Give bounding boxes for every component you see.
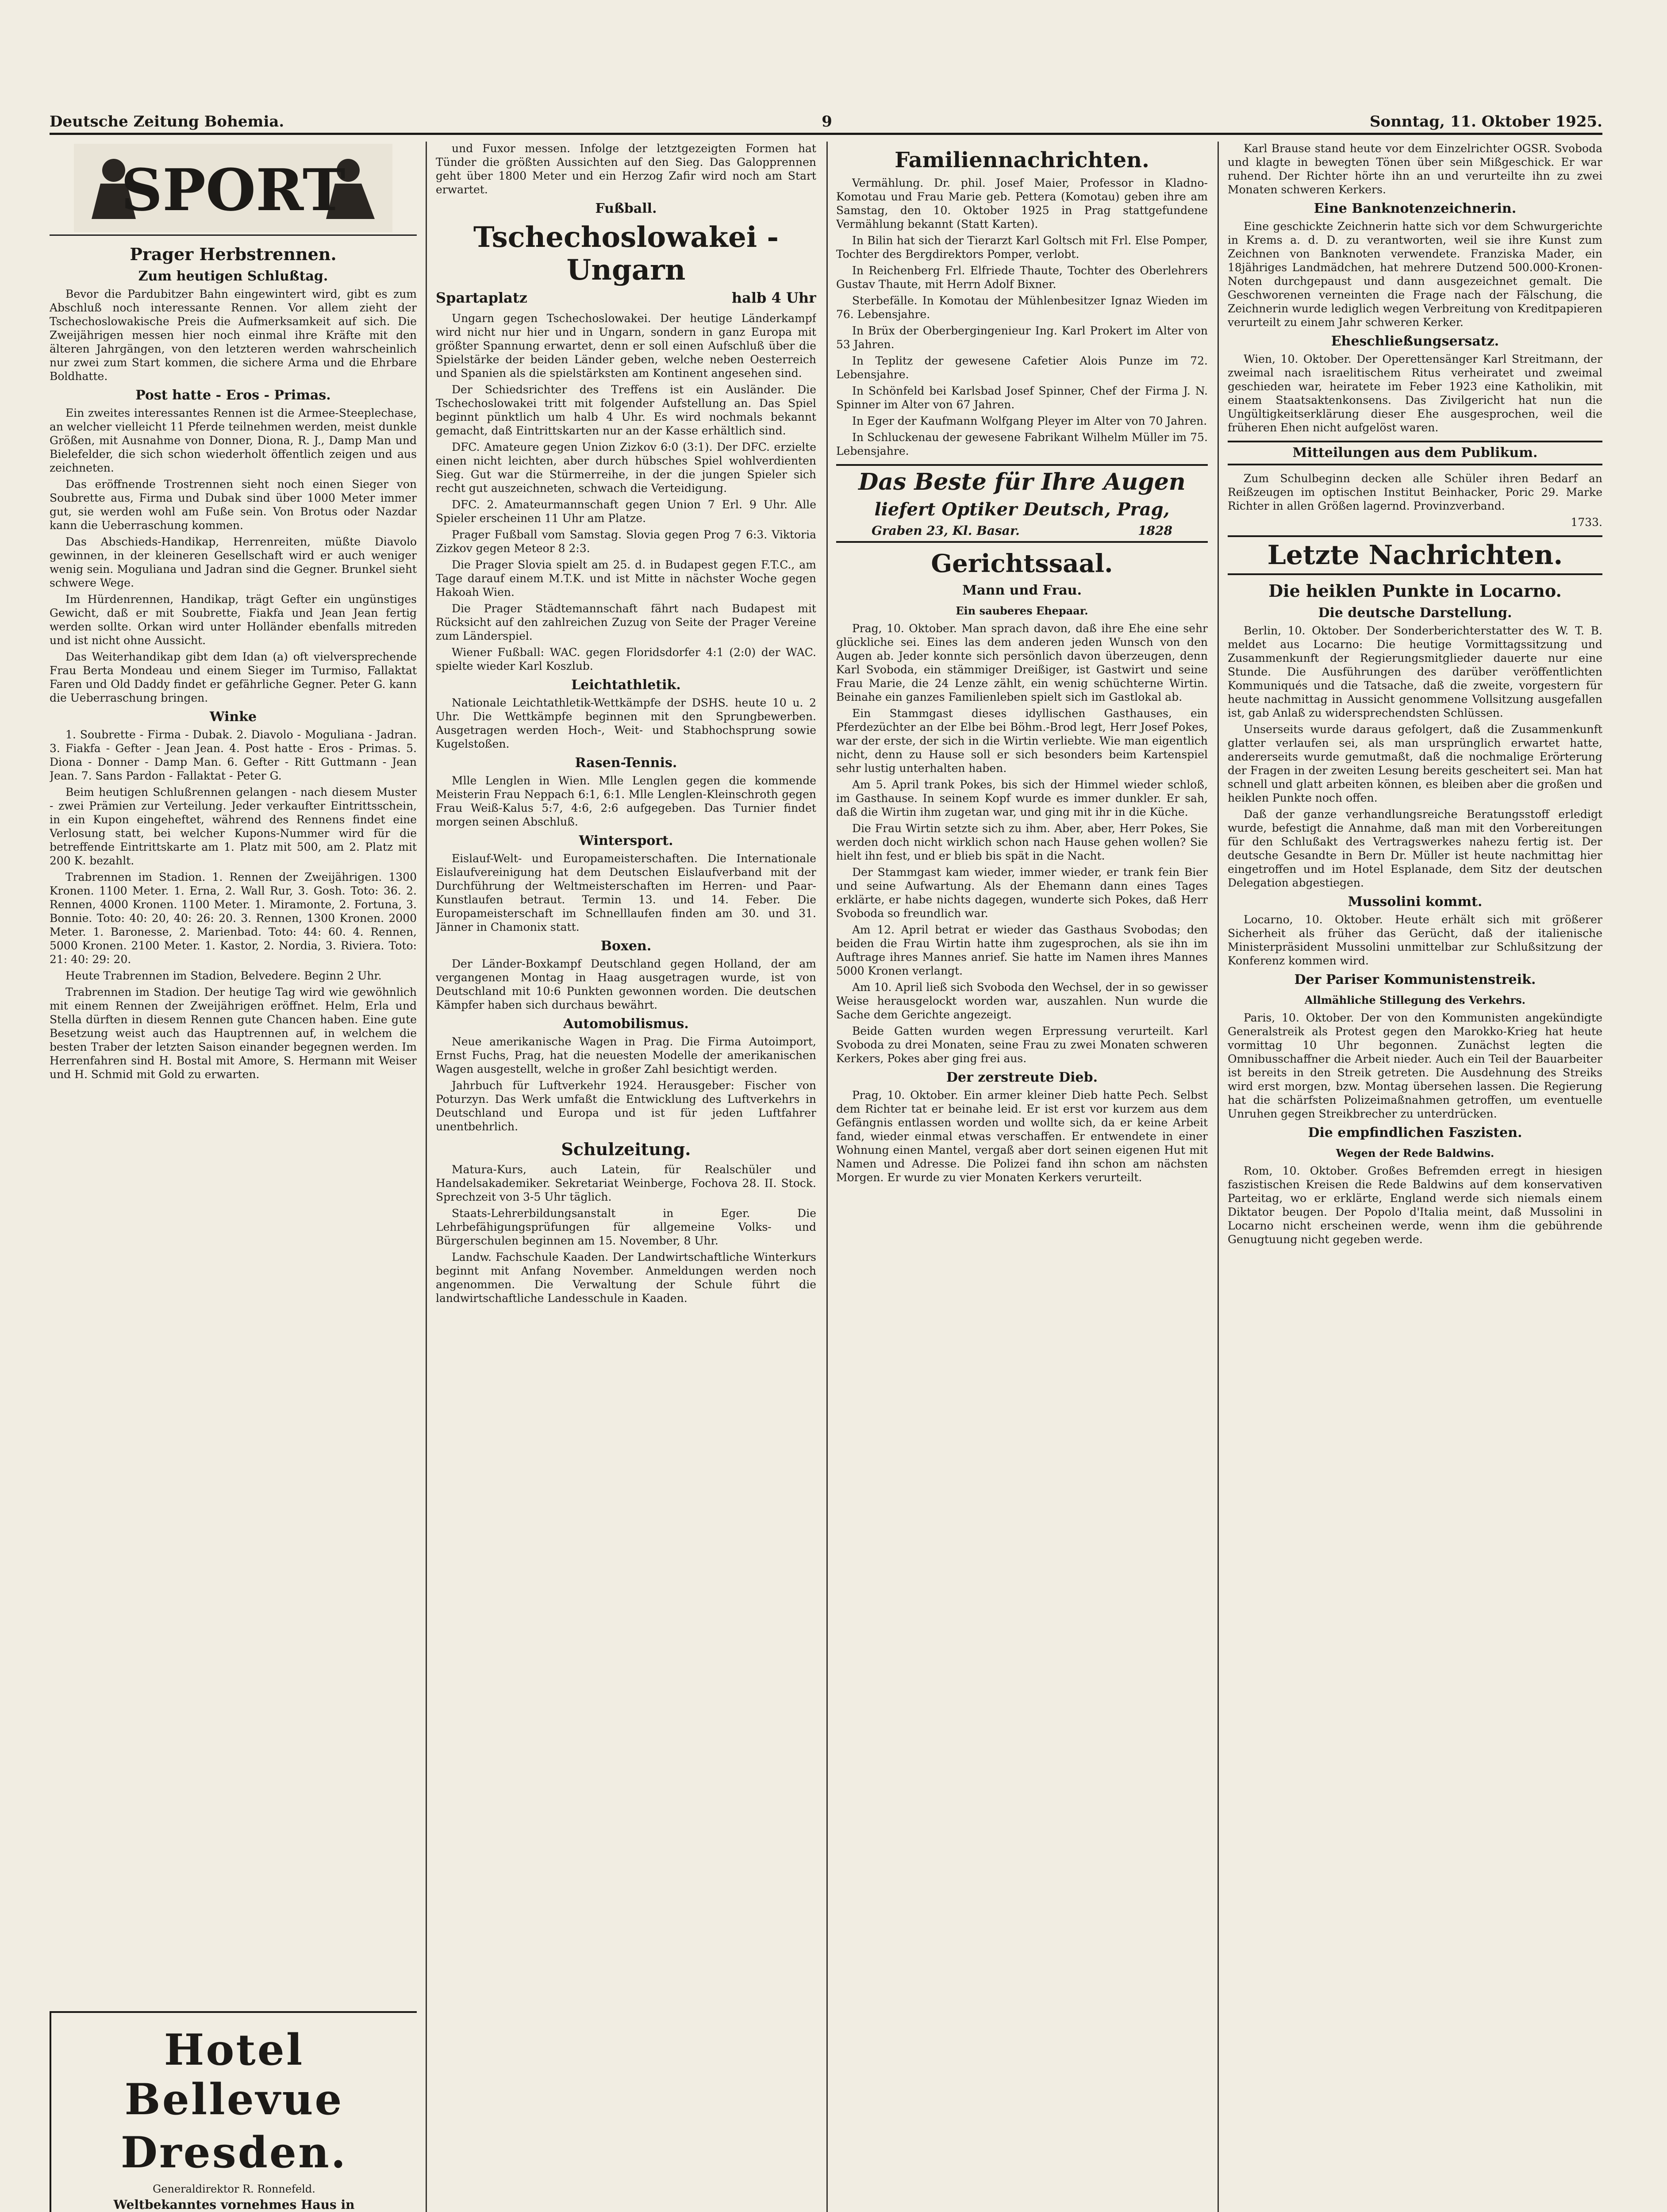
paragraph: Zum Schulbeginn decken alle Schüler ihren Bedarf an Reißzeugen im optischen Institut Beinhacker, Poric 29. Marke Richter in allen Größen lagernd. Provinzverband. <box>1228 472 1602 512</box>
paragraph: Der Schiedsrichter des Treffens ist ein Ausländer. Die Tschechoslowakei tritt mit folgender Aufstellung an. Das Spiel beginnt pünktlich um halb 4 Uhr. Es wird nochmals bekannt gemacht, daß Eintrittskarten nur an der Kasse erhältlich sind. <box>436 383 816 437</box>
tips-list: 1. Soubrette - Firma - Dubak. 2. Diavolo - Moguliana - Jadran. 3. Fiakfa - Gefter - Jean Jean. 4. Post hatte - Eros - Primas. 5. Diona - Donner - Damp Man. 6. Gefter - Ritt Guttmann - Jean Jean. 7. Sans Pardon - Fallaktat - Peter G. <box>50 728 417 782</box>
column-4 <box>1228 142 1602 2212</box>
paragraph: Am 5. April trank Pokes, bis sich der Himmel wieder schloß, im Gasthause. In seinem Kopf wurde es immer dunkler. Er sah, daß die Wirtin ihm zugetan war, und ging mit ihr in die Küche. <box>836 778 1208 818</box>
section-letzte-nachrichten: Letzte Nachrichten. <box>1267 540 1563 571</box>
paragraph: Im Hürdenrennen, Handikap, trägt Gefter ein ungünstiges Gewicht, daß er mit Soubrette, Fiakfa und Jean Jean fertig werden sollte. Orkan wird unter Holländer ebenfalls mitreden und ist nicht ohne Aussicht. <box>50 593 417 647</box>
column-2 <box>436 142 816 2212</box>
match-venue: Spartaplatz <box>436 289 527 306</box>
paris-title: Der Pariser Kommunistenstreik. <box>1294 972 1536 987</box>
paragraph: Das Weiterhandikap gibt dem Idan (a) oft vielversprechende Frau Berta Mondeau und einem Sieger im Turmiso, Fallaktat Faren und Old Daddy findet er gefährliche Gegner. Peter G. kann die Ueberraschung bringen. <box>50 650 417 704</box>
optiker-deutsch-ad <box>836 464 1208 543</box>
hotel-name: Hotel Bellevue <box>124 2025 344 2124</box>
court-title: Mann und Frau. <box>962 583 1082 598</box>
marriage-title: Eheschließungsersatz. <box>1331 334 1499 349</box>
locarno-title: Die heiklen Punkte in Locarno. <box>1268 581 1562 601</box>
paragraph: Eine geschickte Zeichnerin hatte sich vor dem Schwurgerichte in Krems a. d. D. zu verantworten, weil sie ihre Kunst zum Zeichnen von Banknoten verwendete. Franziska Mader, ein 18jähriges Landmädchen, hat mehrere Dutzend 500.000-Kronen-Noten durchgepaust und dann ausgezeichnet gemalt. Die Geschworenen verneinten die Frage nach der Fälschung, die Zeichnerin wurde lediglich wegen Verbreitung von Kreditpapieren verurteilt zu einem Jahr schweren Kerker. <box>1228 220 1602 329</box>
tips-heading: Winke <box>209 709 257 725</box>
section-wintersport: Wintersport. <box>579 833 673 849</box>
header-rule <box>50 133 1602 135</box>
paragraph: Jahrbuch für Luftverkehr 1924. Herausgeber: Fischer von Poturzyn. Das Werk umfaßt die Entwicklung des Luftverkehrs in Deutschland und Europa und ist für jeden Luftfahrer unentbehrlich. <box>436 1079 816 1133</box>
paragraph: Eislauf-Welt- und Europameisterschaften. Die Internationale Eislaufvereinigung hat dem Deutschen Eislaufverband mit der Durchführung der Weltmeisterschaften im Herren- und Paar-Kunstlaufen betraut. Termin 13. und 14. Feber. Die Europameisterschaft im Schnelllaufen finden am 30. und 31. Jänner in Chamonix statt. <box>436 852 816 933</box>
column-divider <box>1218 142 1219 2212</box>
paragraph: Die Prager Städtemannschaft fährt nach Budapest mit Rücksicht auf den zahlreichen Zuzug von Seite der Prager Vereine zum Länderspiel. <box>436 602 816 642</box>
paragraph: Am 10. April ließ sich Svoboda den Wechsel, der in so gewisser Weise herausgelockt worden war, auszahlen. Nun wurde die Sache dem Gerichte angezeigt. <box>836 981 1208 1021</box>
optiker-line3: Graben 23, Kl. Basar. <box>872 523 1020 538</box>
paragraph: Locarno, 10. Oktober. Heute erhält sich mit größerer Sicherheit als früher das Gerücht, daß der italienische Ministerpräsident Mussolini unmittelbar zur Schlußsitzung der Konferenz kommen wird. <box>1228 913 1602 967</box>
paragraph: Ungarn gegen Tschechoslowakei. Der heutige Länderkampf wird nicht nur hier und in Ungarn, sondern in ganz Europa mit größter Spannung erwartet, denn er soll einen Aufschluß über die Spielstärke der beiden Länder geben, welche neben Oesterreich und Spanien als die spielstärksten am Kontinent angesehen sind. <box>436 312 816 380</box>
section-schulzeitung: Schulzeitung. <box>561 1139 691 1159</box>
header-right: Sonntag, 11. Oktober 1925. <box>1369 113 1602 131</box>
bank-title: Eine Banknotenzeichnerin. <box>1314 201 1517 216</box>
section-boxen: Boxen. <box>600 938 652 954</box>
court-subtitle: Ein sauberes Ehepaar. <box>956 604 1088 617</box>
column-1 <box>50 142 417 2212</box>
paragraph: Beim heutigen Schlußrennen gelangen - nach diesem Muster - zwei Prämien zur Verteilung. Jeder verkaufter Eintrittsschein, in ein Kupon eingeheftet, während des Rennens findet eine Verlosung statt, bei welcher Kupons-Nummer wird für die betreffende Eintrittskarte am 1. Platz mit 500, am 2. Platz mit 200 K. bezahlt. <box>50 786 417 867</box>
paragraph: Vermählung. Dr. phil. Josef Maier, Professor in Kladno-Komotau und Frau Marie geb. Pettera (Komotau) geben ihre am Samstag, den 10. Oktober 1925 in Prag stattgefundene Vermählung bekannt (Statt Karten). <box>836 177 1208 230</box>
paragraph: Wien, 10. Oktober. Der Operettensänger Karl Streitmann, der zweimal nach israelitischem Ritus verheiratet und zweimal geschieden war, heiratete im Feber 1923 eine Katholikin, mit einem Staatsaktenkonsens. Das Zivilgericht hat nun die Ungültigkeitserklärung dieser Ehe ausgesprochen, weil die früheren Ehen nicht aufgelöst waren. <box>1228 353 1602 434</box>
paragraph: Mlle Lenglen in Wien. Mlle Lenglen gegen die kommende Meisterin Frau Neppach 6:1, 6:1. Mlle Lenglen-Kleinschroth gegen Frau Weiß-Kalus 5:7, 4:6, 2:6 aufgegeben. Das Turnier findet morgen seinen Abschluß. <box>436 774 816 828</box>
column-divider <box>426 142 427 2212</box>
paragraph: Trabrennen im Stadion. 1. Rennen der Zweijährigen. 1300 Kronen. 1100 Meter. 1. Erna, 2. Wall Rur, 3. Gosh. Toto: 36. 2. Rennen, 4000 Kronen. 1100 Meter. 1. Miramonte, 2. Fortuna, 3. Bonnie. Toto: 40: 20, 40: 26: 20. 3. Rennen, 1300 Kronen. 2000 Meter. 1. Baronesse, 2. Marienbad. Toto: 44: 60. 4. Rennen, 5000 Kronen. 2100 Meter. 1. Kastor, 2. Nordia, 3. Riviera. Toto: 21: 40: 29: 20. <box>50 871 417 966</box>
column-3 <box>836 142 1208 2212</box>
paragraph: Das Abschieds-Handikap, Herrenreiten, müßte Diavolo gewinnen, in der kleineren Gesellschaft wird er auch weniger wenig sein. Moguliana und Jadran sind die Gegner. Brunkel sieht schwere Wege. <box>50 535 417 589</box>
paragraph: Staats-Lehrerbildungsanstalt in Eger. Die Lehrbefähigungsprüfungen für allgemeine Volks- und Bürgerschulen beginnen am 15. November, 8 Uhr. <box>436 1207 816 1247</box>
paris-subtitle: Allmähliche Stillegung des Verkehrs. <box>1304 994 1526 1006</box>
paragraph: Sterbefälle. In Komotau der Mühlenbesitzer Ignaz Wieden im 76. Lebensjahre. <box>836 294 1208 321</box>
paragraph: Die Prager Slovia spielt am 25. d. in Budapest gegen F.T.C., am Tage darauf einem M.T.K. und ist Mitte in nächster Woche gegen Hakoah Wien. <box>436 558 816 599</box>
section-leichtathletik: Leichtathletik. <box>571 677 681 693</box>
header-left: Deutsche Zeitung Bohemia. <box>50 113 284 131</box>
mussolini-title: Mussolini kommt. <box>1348 894 1483 910</box>
optiker-line1: Das Beste für Ihre Augen <box>858 469 1186 495</box>
paragraph: Das eröffnende Trostrennen sieht noch einen Sieger von Soubrette aus, Firma und Dubak sind über 1000 Meter immer gut, sie werden wohl am Fuße sein. Von Brotus oder Nazdar kann die Ueberraschung kommen. <box>50 478 417 532</box>
paragraph: In Schluckenau der gewesene Fabrikant Wilhelm Müller im 75. Lebensjahre. <box>836 431 1208 457</box>
paragraph: In Bilin hat sich der Tierarzt Karl Goltsch mit Frl. Else Pomper, Tochter des Bergdirektors Pomper, verlobt. <box>836 234 1208 261</box>
match-time: halb 4 Uhr <box>731 289 816 306</box>
hotel-city: Dresden. <box>120 2128 348 2177</box>
paragraph: In Reichenberg Frl. Elfriede Thaute, Tochter des Oberlehrers Gustav Thaute, mit Herrn Adolf Bixner. <box>836 264 1208 291</box>
section-familiennachrichten: Familiennachrichten. <box>895 148 1149 173</box>
column-divider <box>826 142 828 2212</box>
public-code: 1733. <box>1571 516 1602 529</box>
hotel-director: Generaldirektor R. Ronnefeld. <box>153 2183 315 2195</box>
section-tennis: Rasen-Tennis. <box>575 755 677 771</box>
paragraph: Neue amerikanische Wagen in Prag. Die Firma Autoimport, Ernst Fuchs, Prag, hat die neuesten Modelle der amerikanischen Wagen ausgestellt, welche in großer Zahl besichtigt werden. <box>436 1035 816 1075</box>
paragraph: Matura-Kurs, auch Latein, für Realschüler und Handelsakademiker. Sekretariat Weinberge, Fochova 28. II. Stock. Sprechzeit von 3-5 Uhr täglich. <box>436 1163 816 1203</box>
paragraph: Berlin, 10. Oktober. Der Sonderberichterstatter des W. T. B. meldet aus Locarno: Die heutige Vormittagssitzung und Zusammenkunft der Regierungsmitglieder dauerte nur eine Stunde. Die Ausführungen des darüber veröffentlichten Kommuniqués und die Tatsache, daß die zweite, vorgestern für heute nachmittag in Aussicht genommene Vollsitzung ausgefallen ist, gab Anlaß zu widersprechendsten Schlüssen. <box>1228 624 1602 719</box>
paragraph: Prager Fußball vom Samstag. Slovia gegen Prog 7 6:3. Viktoria Zizkov gegen Meteor 8 2:3. <box>436 528 816 555</box>
paragraph: DFC. Amateure gegen Union Zizkov 6:0 (3:1). Der DFC. erzielte einen nicht leichten, aber durch hübsches Spiel wohlverdienten Sieg. Gut war die Stürmerreihe, in der die jungen Spieler sich recht gut auszeichneten, schwach die Verteidigung. <box>436 441 816 495</box>
paragraph: Unserseits wurde daraus gefolgert, daß die Zusammenkunft glatter verlaufen sei, als man ursprünglich erwartet hatte, andererseits wurde gemutmaßt, daß die nochmalige Erörterung der Fragen in der zweiten Lesung bereits gescheitert sei. Man hat schnell und glatt arbeiten können, es bleiben aber die großen und heiklen Punkte noch offen. <box>1228 723 1602 804</box>
paragraph: Daß der ganze verhandlungsreiche Beratungsstoff erledigt wurde, befestigt die Annahme, daß man mit den Vorbereitungen für den Schlußakt des Vertragswerkes nahezu fertig ist. Der deutsche Gesandte in Bern Dr. Müller ist heute nachmittag hier eingetroffen und im Hotel Esplanade, dem Sitz der deutschen Delegation abgestiegen. <box>1228 808 1602 889</box>
paragraph: Der Länder-Boxkampf Deutschland gegen Holland, der am vergangenen Montag in Haag ausgetragen wurde, ist von Deutschland mit 10:6 Punkten gewonnen worden. Die deutschen Kämpfer haben sich durchaus bewährt. <box>436 957 816 1011</box>
section-fussball: Fußball. <box>595 201 657 216</box>
paragraph: Die Frau Wirtin setzte sich zu ihm. Aber, aber, Herr Pokes, Sie werden doch nicht wirklich schon nach Hause gehen wollen? Sie hielt ihn fest, und er blieb bis spät in die Nacht. <box>836 822 1208 862</box>
paragraph: Nationale Leichtathletik-Wettkämpfe der DSHS. heute 10 u. 2 Uhr. Die Wettkämpfe beginnen mit den Sprungbewerben. Ausgetragen werden Hoch-, Weit- und Stabhochsprung sowie Kugelstoßen. <box>436 696 816 750</box>
section-publikum: Mitteilungen aus dem Publikum. <box>1292 445 1538 461</box>
paragraph: Rom, 10. Oktober. Großes Befremden erregt in hiesigen faszistischen Kreisen die Rede Baldwins auf dem konservativen Parteitag, wo er erklärte, England werde sich niemals einem Diktator beugen. Der Popolo d'Italia meint, daß Mussolini in Locarno nicht erscheinen werde, wenn ihm die gebührende Genugtuung nicht gegeben werde. <box>1228 1164 1602 1246</box>
paragraph: Beide Gatten wurden wegen Erpressung verurteilt. Karl Svoboda zu drei Monaten, seine Frau zu zwei Monaten schweren Kerkers, Pokes aber ging frei aus. <box>836 1025 1208 1065</box>
article-subtitle-herbstrennen: Zum heutigen Schlußtag. <box>138 269 328 284</box>
optiker-line2: liefert Optiker Deutsch, Prag, <box>874 499 1170 520</box>
section-automobilismus: Automobilismus. <box>563 1016 689 1032</box>
thief-title: Der zerstreute Dieb. <box>946 1070 1098 1085</box>
headline-tschechoslowakei-ungarn: Tschechoslowakei - Ungarn <box>473 221 779 287</box>
paragraph: Ein zweites interessantes Rennen ist die Armee-Steeplechase, an welcher vielleicht 11 Pferde teilnehmen werden, meist dunkle Größen, mit Ausnahme von Donner, Diona, R. J., Damp Man und Bielefelder, die sich schon wiederholt öffentlich zeigen und aus zeichneten. <box>50 407 417 474</box>
section-gerichtssaal: Gerichtssaal. <box>931 549 1113 578</box>
paragraph: Ein Stammgast dieses idyllischen Gasthauses, ein Pferdezüchter an der Elbe bei Böhm.-Brod legt, Herr Josef Pokes, war der erste, der sich in die Wirtin verliebte. Wie man eigentlich nicht, denn zu Hause soll er sich besonders beim Kartenspiel sehr lustig unterhalten haben. <box>836 707 1208 775</box>
paragraph: In Schönfeld bei Karlsbad Josef Spinner, Chef der Firma J. N. Spinner im Alter von 67 Jahren. <box>836 384 1208 411</box>
page-header <box>50 113 1602 131</box>
sport-logo <box>50 142 417 236</box>
paragraph: Paris, 10. Oktober. Der von den Kommunisten angekündigte Generalstreik als Protest gegen den Marokko-Krieg hat heute vormittag 10 Uhr begonnen. Zunächst legten die Omnibusschaffner die Arbeit nieder. Auch ein Teil der Bauarbeiter ist bereits in den Streik getreten. Die Ausdehnung des Streiks wird erst morgen, bzw. Montag übersehen lassen. Die Regierung hat die schärfsten Polizeimaßnahmen getroffen, um eventuelle Unruhen gegen Streikbrecher zu unterdrücken. <box>1228 1011 1602 1120</box>
fascist-subtitle: Wegen der Rede Baldwins. <box>1336 1147 1494 1160</box>
logo-text: SPORT <box>121 156 346 224</box>
paragraph: und Fuxor messen. Infolge der letztgezeigten Formen hat Tünder die größten Aussichten auf den Sieg. Das Galopprennen geht über 1800 Meter und ein Herzog Zafir wird noch am Start erwartet. <box>436 142 816 196</box>
paragraph: In Teplitz der gewesene Cafetier Alois Punze im 72. Lebensjahre. <box>836 354 1208 381</box>
paragraph: Heute Trabrennen im Stadion, Belvedere. Beginn 2 Uhr. <box>65 969 382 982</box>
paragraph: DFC. 2. Amateurmannschaft gegen Union 7 Erl. 9 Uhr. Alle Spieler erscheinen 11 Uhr am Platze. <box>436 498 816 525</box>
paragraph: Landw. Fachschule Kaaden. Der Landwirtschaftliche Winterkurs beginnt mit Anfang November. Anmeldungen werden noch angenommen. Die Verwaltung der Schule führt die landwirtschaftliche Landesschule in Kaaden. <box>436 1251 816 1305</box>
paragraph: Trabrennen im Stadion. Der heutige Tag wird wie gewöhnlich mit einem Rennen der Zweijährigen eröffnet. Helm, Erla und Stella dürften in diesem Rennen gute Chancen haben. Eine gute Besetzung weist auch das Hauptrennen auf, in welchem die besten Traber der letzten Saison einander begegnen werden. Im Herrenfahren sind H. Bostal mit Amore, S. Hermann mit Weiser und H. Schmid mit Gold zu erwarten. <box>50 986 417 1081</box>
article-title-herbstrennen: Prager Herbstrennen. <box>130 244 337 264</box>
paragraph: In Eger der Kaufmann Wolfgang Pleyer im Alter von 70 Jahren. <box>852 415 1207 427</box>
paragraph: Prag, 10. Oktober. Ein armer kleiner Dieb hatte Pech. Selbst dem Richter tat er beinahe leid. Er ist erst vor kurzem aus dem Gefängnis entlassen worden und wollte sich, da er keine Arbeit fand, wieder einmal etwas verschaffen. Er entwendete in einer Wohnung einen Mantel, vergaß aber dort seinen eigenen Hut mit Namen und Adresse. Die Polizei fand ihn schon am nächsten Morgen. Er wurde zu vier Monaten Kerkers verurteilt. <box>836 1089 1208 1184</box>
paragraph: Am 12. April betrat er wieder das Gasthaus Svobodas; den beiden die Frau Wirtin hatte ihm zugesprochen, als sie ihn im Auftrage ihres Mannes anrief. Sie hatte im Namen ihres Mannes 5000 Kronen verlangt. <box>836 923 1208 977</box>
optiker-code: 1828 <box>1138 523 1172 538</box>
paragraph: Der Stammgast kam wieder, immer wieder, er trank fein Bier und seine Aufwartung. Als der Ehemann dann eines Tages erklärte, er habe nichts dagegen, wunderte sich Pokes, daß Herr Svoboda so freundlich war. <box>836 866 1208 920</box>
header-page-number: 9 <box>822 113 832 131</box>
hotel-bellevue-ad <box>50 2011 417 2212</box>
paragraph: Bevor die Pardubitzer Bahn eingewintert wird, gibt es zum Abschluß noch interessante Rennen. Vor allem zieht der Tschechoslowakische Preis die Aufmerksamkeit auf sich. Die Zweijährigen messen hier noch einmal ihre Kräfte mit den älteren Jahrgängen, von den letzteren werden wahrscheinlich nur zwei zum Start kommen, die sichere Arma und die Ehrbare Boldhatte. <box>50 288 417 383</box>
paragraph: Prag, 10. Oktober. Man sprach davon, daß ihre Ehe eine sehr glückliche sei. Eines las dem anderen jeden Wunsch von den Augen ab. Jeder konnte sich persönlich davon überzeugen, denn Karl Svoboda, ein stämmiger Dreißiger, ist Gastwirt und seine Frau Marie, die 24 Lenze zählt, ein wenig schüchterne Wirtin. Beinahe ein ganzes Familienleben spielt sich im Gastlokal ab. <box>836 622 1208 703</box>
paragraph: In Brüx der Oberbergingenieur Ing. Karl Prokert im Alter von 53 Jahren. <box>836 324 1208 351</box>
sport-illustration-icon <box>74 144 392 232</box>
tip-line: Post hatte - Eros - Primas. <box>135 388 331 403</box>
locarno-subtitle: Die deutsche Darstellung. <box>1318 605 1512 621</box>
paragraph: Karl Brause stand heute vor dem Einzelrichter OGSR. Svoboda und klagte in bewegten Tönen über sein Mißgeschick. Er war ruhend. Der Richter hörte ihn an und verurteilte ihn zu zwei Monaten schweren Kerkers. <box>1228 142 1602 196</box>
paragraph: Wiener Fußball: WAC. gegen Floridsdorfer 4:1 (2:0) der WAC. spielte wieder Karl Koszlub. <box>436 646 816 672</box>
hotel-slogan: Weltbekanntes vornehmes Haus in <box>113 2197 355 2212</box>
fascist-title: Die empfindlichen Faszisten. <box>1308 1125 1522 1141</box>
